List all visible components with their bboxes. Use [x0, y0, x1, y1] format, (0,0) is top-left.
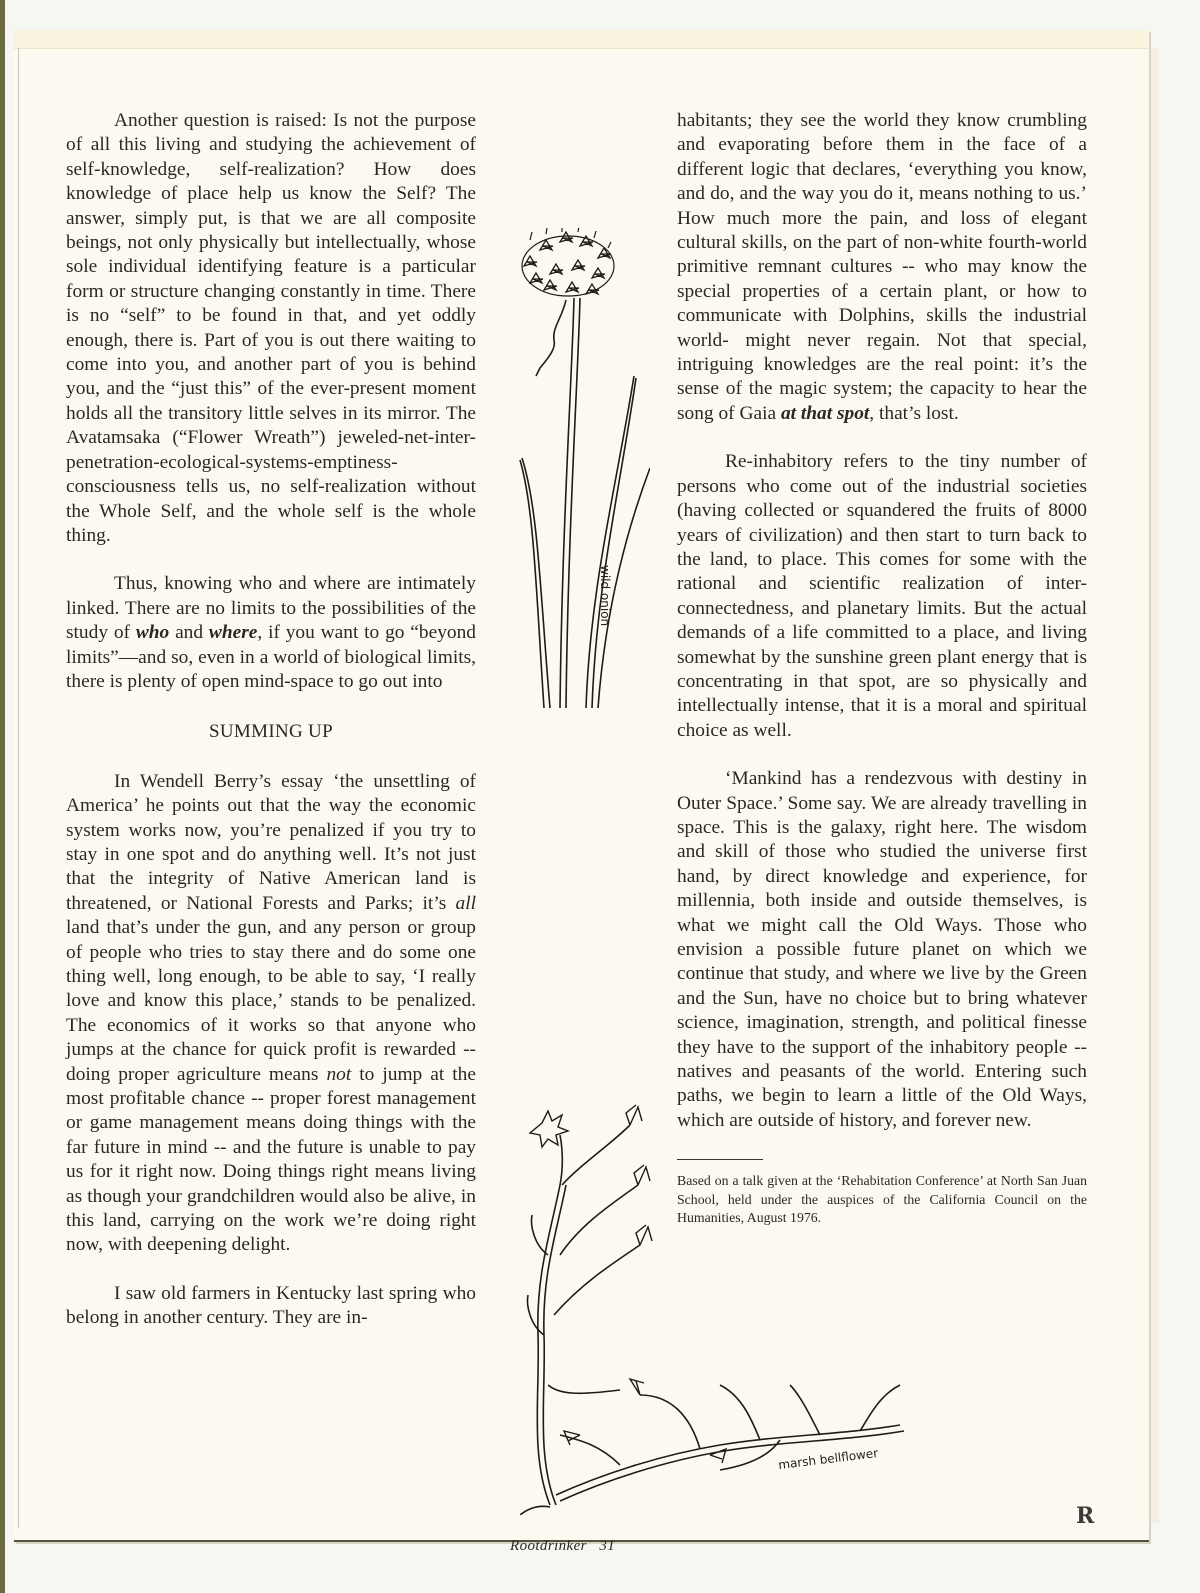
paragraph-kentucky-farmers: I saw old farmers in Kentucky last spring who belong in another century. They are in- [66, 1282, 476, 1329]
onion-leaf [592, 378, 636, 708]
bellflower-blossoms [530, 1105, 726, 1463]
emphasis-all: all [455, 892, 476, 914]
onion-flower-head [522, 228, 614, 296]
paragraph-wendell-berry: In Wendell Berry’s essay ‘the unsettling of America’ he points out that the way the economic system works now, you’re penalized if you try to stay in one spot and do anything well. It’s not just that the integrity of Native American land is threatened, or National Forests and Parks; it’s all land that’s under the gun, and any person or group of people who tries to stay there and do some one thing well, long enough, to be able to say, ‘I really love and know this place,’ stands to be penalized. The economics of it works so that anyone who jumps at the chance for quick profit is rewarded -- doing proper agriculture means not to jump at the most profitable chance -- proper forest management or game management means doing things with the far future in mind -- and the future is unable to pay us for it right now. Doing things right means living as though your grandchildren would also be alive, in this land, carrying on the work we’re doing right now, with deepening delight. [66, 770, 476, 1256]
paragraph-inhabitants: habitants; they see the world they know crumbling and evaporating before them in the face of a different logic that declares, ‘everything you know, and do, and the way you do it, means nothing to us.’ How much more the pain, and loss of elegant cultural skills, on the part of non-white fourth-world primitive remnant cultures -- who may know the special properties of a certain plant, or how to communicate with Dolphins, skills the industrial world- might never regain. Not that special, intriguing knowledges are the real point: it’s the sense of the magic system; the capacity to hear the song of Gaia at that spot, that’s lost. [677, 110, 1087, 424]
marsh-bellflower-label: marsh bellflower [777, 1445, 879, 1473]
footnote: Based on a talk given at the ‘Rehabitation Conference’ at North San Juan School, held under the auspices of the California Council on the Humanities, August 1976. [677, 1173, 1087, 1226]
publication-title: Rootdrinker [510, 1538, 587, 1554]
left-column [66, 109, 476, 1331]
paragraph-who-and-where: Thus, knowing who and where are intimately linked. There are no limits to the possibilities of the study of who and where, if you want to go “beyond limits”—and so, even in a world of biological limits, there is plenty of open mind-space to go out into [66, 573, 476, 692]
paragraph-re-inhabitory: Re-inhabitory refers to the tiny number of persons who come out of the industrial societies (having collected or squandered the fruits of 8000 years of civilization) and then start to turn back to the land, to place. This comes for some with the rational and scientific realization of inter-connectedness, and planetary limits. But the actual demands of a life committed to a place, and living somewhat by the sunshine green plant energy that is concentrating in that spot, are so physically and intellectually intense, that it is a moral and spiritual choice as well. [677, 451, 1087, 741]
binding-edge [0, 0, 5, 1593]
page-right-edge [1150, 48, 1159, 1523]
page-inner-edge [18, 48, 19, 1528]
paragraph-self-knowledge: Another question is raised: Is not the purpose of all this living and studying the achievement of self-knowledge, self-realization? How does knowledge of place help us know the Self? The answer, simply put, is that we are all composite beings, not only physically but intellectually, whose sole individual identifying feature is a particular form or structure changing constantly in time. There is no “self” to be found in that, and yet oddly enough, there is. Part of you is out there waiting to come into you, and another part of you is behind you, and the “just this” of the ever-present moment holds all the transitory little selves in its mirror. The Avatamsaka (“Flower Wreath”) jeweled-net-inter-penetration-ecological-systems-emptiness-consciousness tells us, no self-realization without the Whole Self, and the whole self is the whole thing. [66, 110, 476, 546]
page-folio [510, 1538, 615, 1555]
emphasis-at-that-spot: at that spot [780, 402, 870, 424]
emphasis-who: who [135, 622, 170, 644]
page-number: 31 [599, 1538, 616, 1554]
bellflower-main-stem [537, 1135, 562, 1505]
right-column [677, 109, 1087, 1228]
wild-onion-label: wild onion [598, 565, 612, 627]
paragraph-outer-space: ‘Mankind has a rendezvous with destiny in Outer Space.’ Some say. We are already travelling in space. This is the galaxy, right here. The wisdom and skill of those who studied the universe first hand, by direct knowledge and experience, for millennia, both inside and outside themselves, is what we might call the Old Ways. Those who envision a possible future planet on which we continue that study, and where we live by the Green and the Sun, have no choice but to bring whatever science, imagination, strength, and political finesse they have to the support of the inhabitory people -- natives and peasants of the world. Entering such paths, we begin to learn a little of the Old Ways, which are outside of history, and forever new. [677, 768, 1087, 1131]
emphasis-not: not [326, 1063, 352, 1085]
onion-bract [536, 300, 566, 376]
wild-onion-illustration [500, 228, 650, 718]
section-heading: SUMMING UP [209, 721, 333, 743]
end-mark: R [1076, 1503, 1095, 1529]
page-top-edge [14, 30, 1149, 49]
emphasis-where: where [208, 622, 258, 644]
